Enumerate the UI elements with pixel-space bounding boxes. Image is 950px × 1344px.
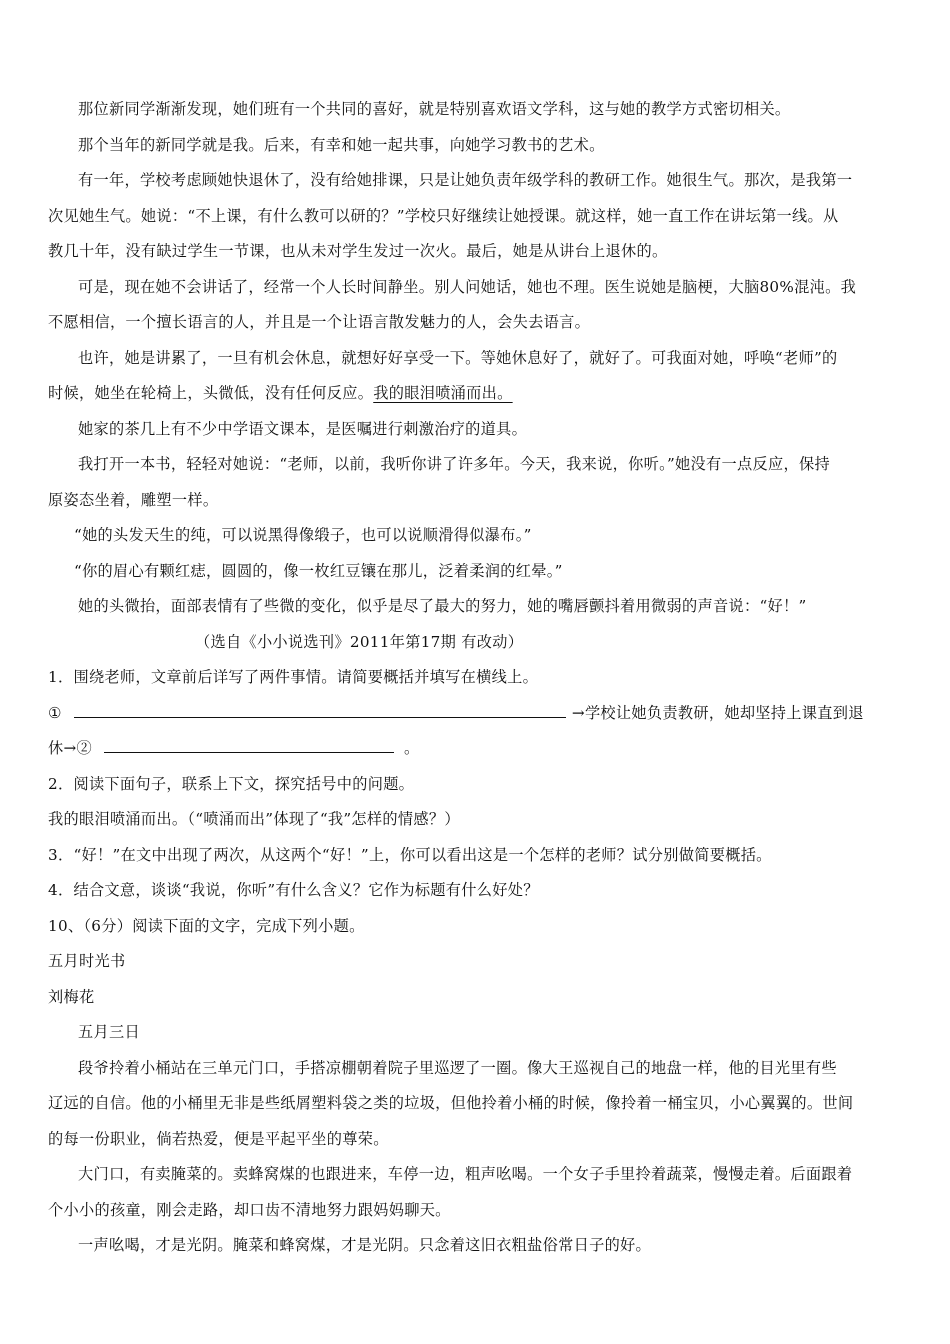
question-1-arrow-text: →学校让她负责教研，她却坚持上课直到退 xyxy=(571,703,864,722)
article-line: 我打开一本书，轻轻对她说：“老师，以前，我听你讲了许多年。今天，我来说，你听。”她没有一点反应，保持 xyxy=(78,455,830,473)
answer-blank-2[interactable] xyxy=(104,738,394,753)
article-line: 有一年，学校考虑顾她快退休了，没有给她排课，只是让她负责年级学科的教研工作。她很生气。那次，是我第一 xyxy=(78,171,853,189)
article-line: 不愿相信，一个擅长语言的人，并且是一个让语言散发魅力的人，会失去语言。 xyxy=(48,313,591,331)
circle-number-1: ① xyxy=(48,703,62,722)
article-paragraph-block xyxy=(48,169,908,262)
article-line: 可是，现在她不会讲话了，经常一个人长时间静坐。别人问她话，她也不理。医生说她是脑梗，大脑80%混沌。我 xyxy=(78,277,857,296)
article-line: 次见她生气。她说：“不上课，有什么教可以研的？”学校只好继续让她授课。就这样，她一直工作在讲坛第一线。从 xyxy=(48,206,839,225)
question-3: 3．“好！”在文中出现了两次，从这两个“好！”上，你可以看出这是一个怎样的老师？试分别做简要概括。 xyxy=(48,845,772,864)
section-10-line: 个小小的孩童，刚会走路，却口齿不清地努力跟妈妈聊天。 xyxy=(48,1200,451,1219)
answer-blank-1[interactable] xyxy=(74,703,566,718)
article-paragraph: 她家的茶几上有不少中学语文课本，是医嘱进行刺激治疗的道具。 xyxy=(78,419,528,438)
section-10-line: 的每一份职业，倘若热爱，便是平起平坐的尊荣。 xyxy=(48,1129,389,1148)
question-1-line2-suffix: 。 xyxy=(404,739,420,757)
article-paragraph-block xyxy=(48,453,908,511)
article-paragraph-block xyxy=(48,347,908,405)
section-10-paragraph-block xyxy=(48,1057,908,1150)
question-1: 1．围绕老师，文章前后详写了两件事情。请简要概括并填写在横线上。 xyxy=(48,668,539,686)
article-paragraph: 她的头微抬，面部表情有了些微的变化，似乎是尽了最大的努力，她的嘴唇颤抖着用微弱的声音说：“好！” xyxy=(78,597,807,615)
article-paragraph: 那位新同学渐渐发现，她们班有一个共同的喜好，就是特别喜欢语文学科，这与她的教学方式密切相关。 xyxy=(78,100,791,118)
question-4: 4．结合文意，谈谈“我说，你听”有什么含义？它作为标题有什么好处？ xyxy=(48,881,539,899)
question-1-blank-line-2 xyxy=(48,737,908,759)
article-quote: “她的头发天生的纯，可以说黑得像缎子，也可以说顺滑得似瀑布。” xyxy=(74,526,532,544)
article-line: 教几十年，没有缺过学生一节课，也从未对学生发过一次火。最后，她是从讲台上退休的。 xyxy=(48,242,668,260)
question-1-line2-prefix: 休→② xyxy=(48,739,93,757)
article-text: 时候，她坐在轮椅上，头微低，没有任何反应。 xyxy=(48,384,374,402)
question-1-blank-line-1 xyxy=(48,702,908,724)
article-paragraph: 那个当年的新同学就是我。后来，有幸和她一起共事，向她学习教书的艺术。 xyxy=(78,135,605,154)
section-10-line: 大门口，有卖腌菜的。卖蜂窝煤的也跟进来，车停一边，粗声吆喝。一个女子手里拎着蔬菜，慢慢走着。后面跟着 xyxy=(78,1165,853,1183)
section-10-line: 辽远的自信。他的小桶里无非是些纸屑塑料袋之类的垃圾，但他拎着小桶的时候，像拎着一桶宝贝，小心翼翼的。世间 xyxy=(48,1094,854,1112)
section-10-date: 五月三日 xyxy=(78,1023,140,1041)
article-quote: “你的眉心有颗红痣，圆圆的，像一枚红豆镶在那儿，泛着柔润的红晕。” xyxy=(74,561,563,580)
question-2: 2．阅读下面句子，联系上下文，探究括号中的问题。 xyxy=(48,774,415,793)
question-2-sentence: 我的眼泪喷涌而出。（“喷涌而出”体现了“我”怎样的情感？） xyxy=(48,810,460,828)
section-10-title: 五月时光书 xyxy=(48,952,126,970)
document-page xyxy=(48,98,908,1270)
section-10-line: 段爷拎着小桶站在三单元门口，手搭凉棚朝着院子里巡逻了一圈。像大王巡视自己的地盘一样，他的目光里有些 xyxy=(78,1058,837,1077)
article-paragraph-block xyxy=(48,276,908,334)
article-line: 也许，她是讲累了，一旦有机会休息，就想好好享受一下。等她休息好了，就好了。可我面对她，呼唤“老师”的 xyxy=(78,348,838,367)
section-10-paragraph: 一声吆喝，才是光阴。腌菜和蜂窝煤，才是光阴。只念着这旧衣粗盐俗常日子的好。 xyxy=(78,1236,652,1254)
section-10-paragraph-block xyxy=(48,1163,908,1221)
section-10-heading: 10、（6分）阅读下面的文字，完成下列小题。 xyxy=(48,916,365,935)
article-source: （选自《小小说选刊》2011年第17期 有改动） xyxy=(195,632,524,651)
article-line: 原姿态坐着，雕塑一样。 xyxy=(48,490,219,509)
underlined-sentence: 我的眼泪喷涌而出。 xyxy=(373,384,513,402)
section-10-author: 刘梅花 xyxy=(48,987,95,1006)
article-line xyxy=(48,382,908,404)
